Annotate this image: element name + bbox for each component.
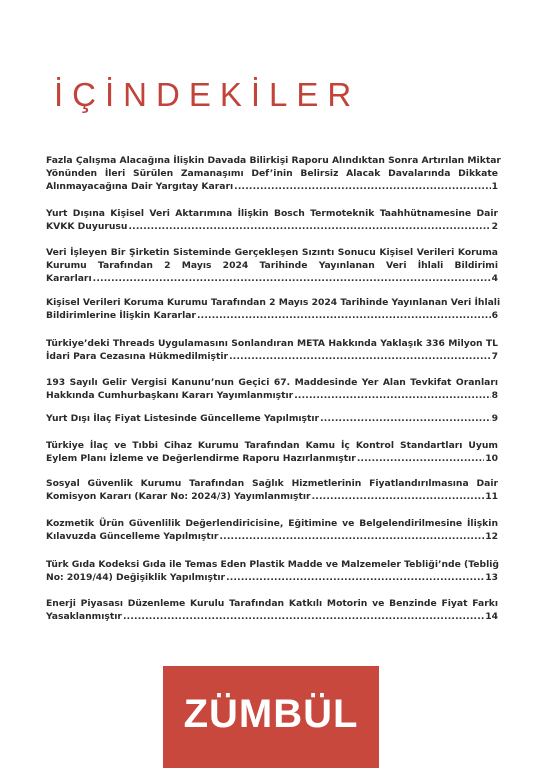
page-number: 4: [491, 273, 498, 285]
toc-entry-last-line: [46, 389, 498, 402]
dot-leader: [93, 272, 491, 285]
toc-entry-title-end: Yurt Dışı İlaç Fiyat Listesinde Güncelleme Yapılmıştır: [46, 413, 320, 424]
toc-entry[interactable]: [46, 154, 501, 194]
logo-wordmark: ZÜMBÜL: [183, 692, 359, 736]
toc-entry-last-line: [46, 272, 498, 285]
toc-entry[interactable]: [46, 558, 498, 584]
toc-entry-last-line: [46, 180, 498, 193]
toc-entry-title-end: Yasaklanmıştır: [46, 611, 122, 623]
toc-entry-line: Sosyal Güvenlik Kurumu Tarafından Sağlık Hizmetlerinin Fiyatlandırılmasına Dair: [46, 478, 498, 489]
toc-entry-title-end: Komisyon Kararı (Karar No: 2024/3) Yayımlanmıştır: [46, 491, 311, 503]
toc-entry-title-end: Bildirimlerine İlişkin Kararlar: [46, 310, 196, 322]
toc-entry-line: Veri İşleyen Bir Şirketin Sisteminde Gerçekleşen Sızıntı Sonucu Kişisel Verileri Koruma: [46, 247, 498, 258]
toc-entry-title-end: Hakkında Cumhurbaşkanı Kararı Yayımlanmıştır: [46, 390, 294, 402]
toc-entry[interactable]: [46, 477, 498, 503]
dot-leader: [320, 412, 491, 425]
toc-entry-title-end: Kılavuzda Güncelleme Yapılmıştır: [46, 531, 219, 543]
toc-entry-title-end: İdari Para Cezasına Hükmedilmiştir: [46, 351, 229, 363]
dot-leader: [128, 220, 490, 233]
toc-entry[interactable]: [46, 376, 498, 402]
page-number: 12: [485, 531, 498, 543]
page-number: 11: [485, 491, 498, 503]
toc-entry-title-end: Alınmayacağına Dair Yargıtay Kararı: [46, 181, 234, 193]
page-number: 2: [491, 221, 498, 233]
dot-leader: [229, 350, 491, 363]
toc-entry-last-line: [46, 571, 498, 584]
toc-entry-last-line: [46, 350, 498, 363]
firm-logo: [163, 666, 379, 768]
dot-leader: [123, 610, 484, 623]
page-number: 7: [491, 351, 498, 363]
dot-leader: [197, 309, 491, 322]
toc-entry-line: 193 Sayılı Gelir Vergisi Kanunu’nun Geçici 67. Maddesinde Yer Alan Tevkifat Oranları: [46, 377, 498, 388]
toc-entry-line: Fazla Çalışma Alacağına İlişkin Davada Bilirkişi Raporu Alındıktan Sonra Artırılan Miktar: [46, 155, 501, 166]
toc-entry[interactable]: [46, 439, 498, 465]
toc-entry-title-end: Kararları: [46, 273, 92, 285]
dot-leader: [312, 490, 485, 503]
toc-entry-line: Türkiye İlaç ve Tıbbi Cihaz Kurumu Tarafından Kamu İç Kontrol Standartları Uyum: [46, 440, 498, 451]
toc-entry-line: Kozmetik Ürün Güvenlilik Değerlendiricisine, Eğitimine ve Belgelendirilmesine İlişkin: [46, 518, 498, 529]
toc-entry-last-line: [46, 309, 498, 322]
toc-entry-line: Kurumu Tarafından 2 Mayıs 2024 Tarihinde Yayınlanan Veri İhlali Bildirimi: [46, 260, 498, 272]
toc-entry[interactable]: [46, 296, 501, 322]
toc-entry-last-line: [46, 490, 498, 503]
toc-entry[interactable]: [46, 412, 498, 425]
toc-entry[interactable]: [46, 337, 498, 363]
toc-entry-title-end: KVKK Duyurusu: [46, 221, 128, 233]
toc-entry-line: Enerji Piyasası Düzenleme Kurulu Tarafından Katkılı Motorin ve Benzinde Fiyat Farkı: [46, 598, 498, 609]
toc-entry-last-line: [46, 412, 498, 425]
page-number: 9: [491, 413, 498, 424]
page-number: 10: [485, 453, 498, 465]
toc-entry-last-line: [46, 530, 498, 543]
toc-entry[interactable]: [46, 207, 498, 233]
page-number: 14: [485, 611, 498, 623]
toc-entry[interactable]: [46, 517, 498, 543]
dot-leader: [357, 452, 484, 465]
toc-entry-last-line: [46, 220, 498, 233]
toc-entry-line: Yönünden İleri Sürülen Zamanaşımı Def’inin Belirsiz Alacak Davalarında Dikkate: [46, 168, 498, 180]
toc-entry[interactable]: [46, 597, 498, 623]
toc-entry-last-line: [46, 610, 498, 623]
toc-entry-line: Yurt Dışına Kişisel Veri Aktarımına İlişkin Bosch Termoteknik Taahhütnamesine Dair: [46, 208, 498, 219]
toc-entry-title-end: No: 2019/44) Değişiklik Yapılmıştır: [46, 572, 226, 584]
page-number: 1: [491, 181, 498, 193]
page-number: 13: [485, 572, 498, 584]
dot-leader: [219, 530, 484, 543]
dot-leader: [234, 180, 490, 193]
toc-entry-last-line: [46, 452, 498, 465]
toc-entry-title-end: Eylem Planı İzleme ve Değerlendirme Raporu Hazırlanmıştır: [46, 453, 356, 465]
page-number: 8: [491, 390, 498, 402]
page-number: 6: [491, 310, 498, 322]
dot-leader: [226, 571, 484, 584]
toc-entry[interactable]: [46, 246, 498, 286]
dot-leader: [294, 389, 490, 402]
toc-entry-line: Türkiye’deki Threads Uygulamasını Sonlandıran META Hakkında Yaklaşık 336 Milyon TL: [46, 338, 498, 349]
page-title: İÇİNDEKİLER: [54, 76, 361, 113]
toc-entry-line: Kişisel Verileri Koruma Kurumu Tarafından 2 Mayıs 2024 Tarihinde Yayınlanan Veri İhlali: [46, 297, 501, 308]
toc-entry-line: Türk Gıda Kodeksi Gıda ile Temas Eden Plastik Madde ve Malzemeler Tebliği’nde (Tebliğ: [46, 559, 499, 570]
